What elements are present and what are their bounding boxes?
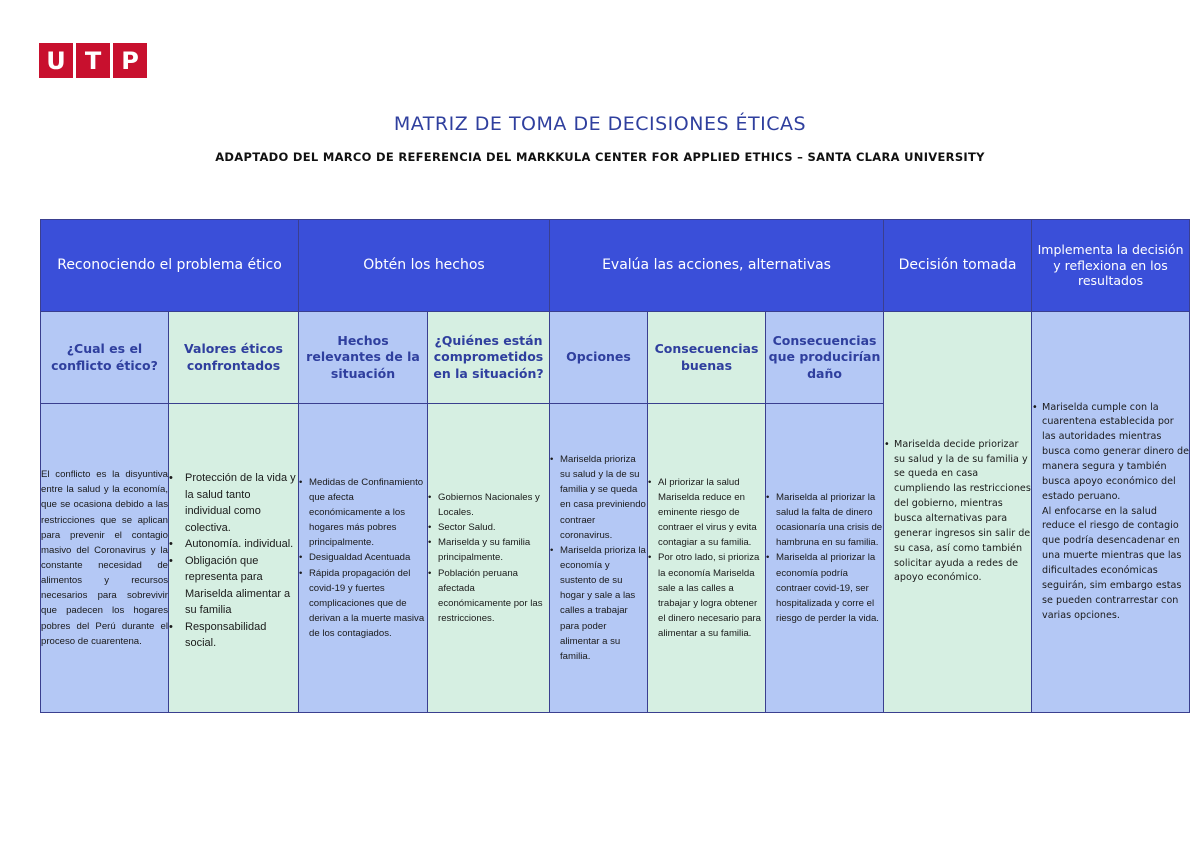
- header-reconociendo: Reconociendo el problema ético: [41, 220, 299, 312]
- list-item: • Rápida propagación del covid-19 y fuertes complicaciones que de derivan a la muerte masiva de los contagiados.: [299, 566, 427, 642]
- buenas-cell: [648, 404, 766, 713]
- list-item: • Protección de la vida y la salud tanto individual como colectiva.: [169, 470, 298, 536]
- opciones-cell: [550, 404, 648, 713]
- list-item: • Mariselda prioriza su salud y la de su familia y se queda en casa previniendo contraer coronavirus.: [550, 452, 647, 543]
- subheader-consecuencias-buenas: Consecuencias buenas: [648, 312, 766, 404]
- list-item: • Responsabilidad social.: [169, 619, 298, 652]
- conflicto-cell: [41, 404, 169, 713]
- list-item: • Por otro lado, si prioriza la economía Mariselda sale a las calles a trabajar y logra obtener el dinero necesario para alimentar a su familia.: [648, 550, 765, 641]
- list-item: • Gobiernos Nacionales y Locales.: [428, 490, 549, 520]
- list-item: • Mariselda al priorizar la salud la falta de dinero ocasionaría una crisis de hambruna en su familia.: [766, 490, 883, 551]
- subheader-conflicto: ¿Cual es el conflicto ético?: [41, 312, 169, 404]
- implementa-cell: [1032, 312, 1190, 713]
- buenas-list: [648, 475, 765, 642]
- dano-list: [766, 490, 883, 626]
- list-item: • Mariselda prioriza la economía y sustento de su hogar y sale a las calles a trabajar para poder alimentar a su familia.: [550, 543, 647, 664]
- subheader-row: [41, 312, 1190, 404]
- subheader-hechos-relevantes: Hechos relevantes de la situación: [299, 312, 428, 404]
- list-item: • Sector Salud.: [428, 520, 549, 535]
- dano-cell: [766, 404, 884, 713]
- list-item: • Población peruana afectada económicamente por las restricciones.: [428, 566, 549, 627]
- quienes-cell: [428, 404, 550, 713]
- logo-letter-u: U: [39, 43, 73, 78]
- page-subtitle: ADAPTADO DEL MARCO DE REFERENCIA DEL MARKKULA CENTER FOR APPLIED ETHICS – SANTA CLARA UNIVERSITY: [215, 150, 985, 164]
- opciones-list: [550, 452, 647, 664]
- ethics-matrix-table: [40, 219, 1190, 713]
- logo-letter-t: T: [76, 43, 110, 78]
- implementa-reflexion: Al enfocarse en la salud reduce el riesgo de contagio que podría desencadenar en una muerte mientras que las dificultades económicas seguirán, sim embargo estas se pueden contrarrestar con varias opciones.: [1042, 505, 1182, 621]
- valores-list: [169, 470, 298, 652]
- list-item: • Desigualdad Acentuada: [299, 550, 427, 565]
- implementa-bullet: • Mariselda cumple con la cuarentena establecida por las autoridades mientras busca como generar dinero de manera segura y también busca apoyo económico del estado peruano.: [1032, 401, 1189, 505]
- list-item: • Mariselda y su familia principalmente.: [428, 535, 549, 565]
- list-item: • Obligación que representa para Mariselda alimentar a su familia: [169, 553, 298, 619]
- header-hechos: Obtén los hechos: [299, 220, 550, 312]
- list-item: • Mariselda al priorizar la economía podría contraer covid-19, ser hospitalizada y corre el riesgo de perder la vida.: [766, 550, 883, 626]
- header-evalua: Evalúa las acciones, alternativas: [550, 220, 884, 312]
- list-item: • Autonomía. individual.: [169, 536, 298, 553]
- subheader-valores: Valores éticos confrontados: [169, 312, 299, 404]
- page-title: MATRIZ DE TOMA DE DECISIONES ÉTICAS: [393, 113, 807, 135]
- header-row: [41, 220, 1190, 312]
- valores-cell: [169, 404, 299, 713]
- header-implementa: Implementa la decisión y reflexiona en los resultados: [1032, 220, 1190, 312]
- decision-text: • Mariselda decide priorizar su salud y la de su familia y se queda en casa cumpliendo las restricciones del gobierno, mientras busca alternativas para generar ingresos sin salir de su casa, así como también solicitar ayuda a redes de apoyo económico.: [884, 438, 1031, 587]
- subheader-consecuencias-dano: Consecuencias que producirían daño: [766, 312, 884, 404]
- list-item: • Al priorizar la salud Mariselda reduce en eminente riesgo de contraer el virus y evita contagiar a su familia.: [648, 475, 765, 551]
- utp-logo: [39, 43, 147, 78]
- header-decision: Decisión tomada: [884, 220, 1032, 312]
- hechos-list: [299, 475, 427, 642]
- decision-tomada-cell: [884, 312, 1032, 713]
- logo-letter-p: P: [113, 43, 147, 78]
- quienes-list: [428, 490, 549, 626]
- list-item: • Medidas de Confinamiento que afecta económicamente a los hogares más pobres principalmente.: [299, 475, 427, 551]
- subheader-opciones: Opciones: [550, 312, 648, 404]
- conflicto-text: El conflicto es la disyuntiva entre la salud y la economía, que se ocasiona debido a las restricciones que se aplican para prevenir el contagio masivo del Coronavirus y la constante necesidad de alimentos y recursos necesarios para sobrevivir que padecen los hogares pobres del Perú durante el proceso de cuarentena.: [41, 469, 168, 647]
- subheader-quienes: ¿Quiénes están comprometidos en la situación?: [428, 312, 550, 404]
- hechos-cell: [299, 404, 428, 713]
